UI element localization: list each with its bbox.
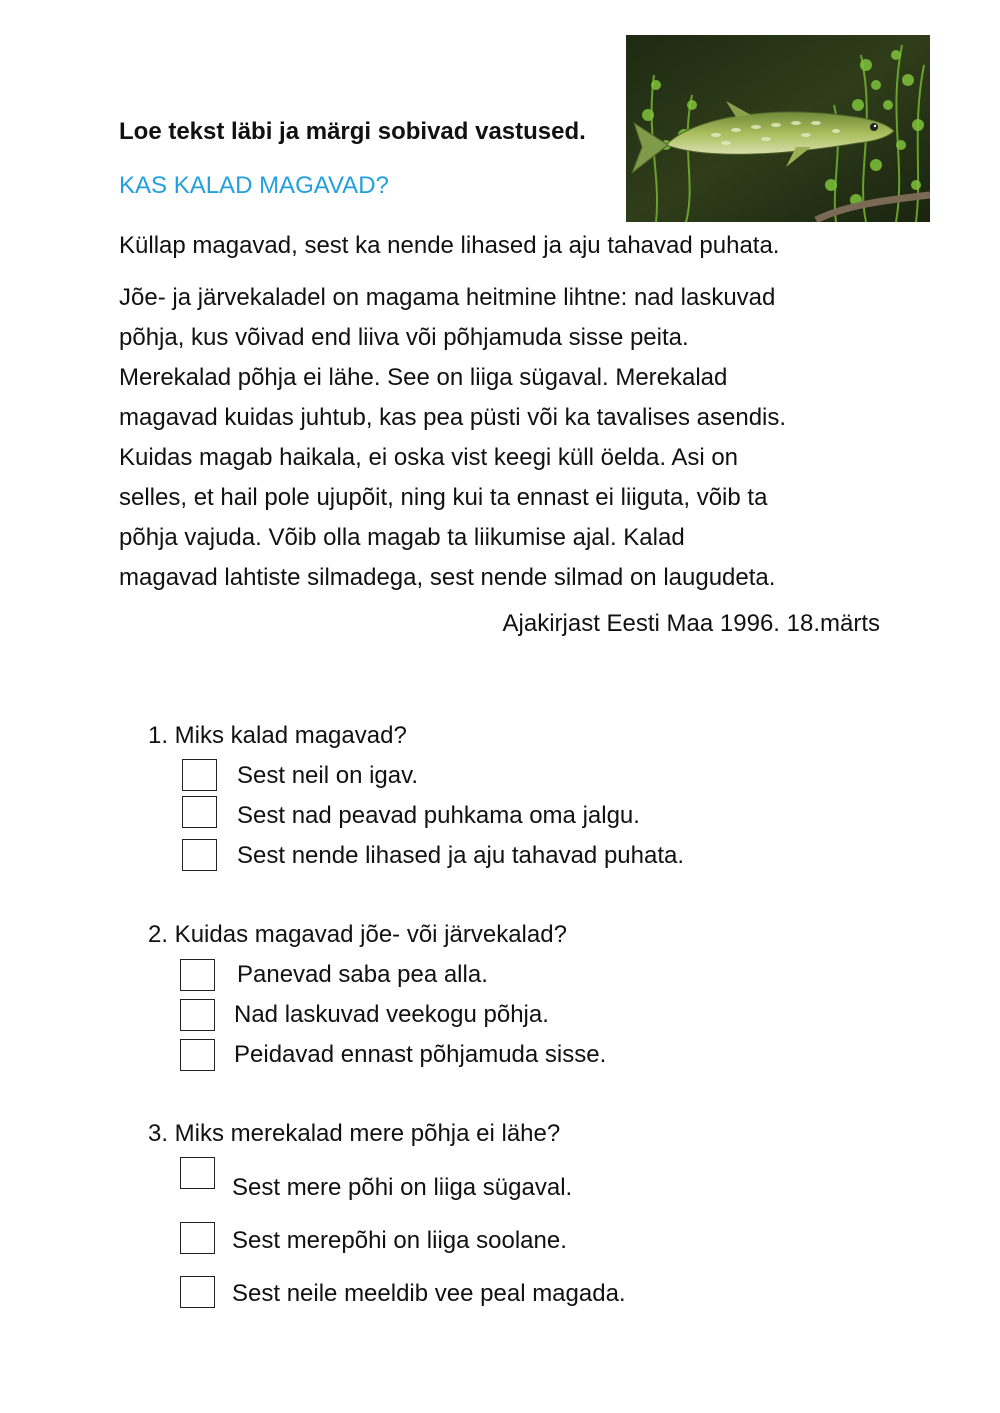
instruction-heading: Loe tekst läbi ja märgi sobivad vastused. — [119, 118, 586, 145]
q2-option-3-label: Peidavad ennast põhjamuda sisse. — [234, 1041, 607, 1068]
question-2: 2. Kuidas magavad jõe- või järvekalad? — [148, 921, 567, 948]
checkbox-q2-option-2[interactable] — [180, 999, 215, 1031]
pike-fish-photo — [626, 35, 930, 222]
q3-option-2-label: Sest merepõhi on liiga soolane. — [232, 1227, 567, 1254]
checkbox-q3-option-3[interactable] — [180, 1276, 215, 1308]
checkbox-q3-option-2[interactable] — [180, 1222, 215, 1254]
paragraph-line: Merekalad põhja ei lähe. See on liiga sügaval. Merekalad — [119, 364, 728, 391]
question-3: 3. Miks merekalad mere põhja ei lähe? — [148, 1120, 561, 1147]
checkbox-q2-option-1[interactable] — [180, 959, 215, 991]
paragraph-line: Jõe- ja järvekaladel on magama heitmine lihtne: nad laskuvad — [119, 284, 776, 311]
paragraph-line: põhja vajuda. Võib olla magab ta liikumise ajal. Kalad — [119, 524, 685, 551]
checkbox-q2-option-3[interactable] — [180, 1039, 215, 1071]
q2-option-2-label: Nad laskuvad veekogu põhja. — [234, 1001, 549, 1028]
checkbox-q1-option-3[interactable] — [182, 839, 217, 871]
fish-image-icon — [626, 35, 930, 222]
article-paragraph-1: Küllap magavad, sest ka nende lihased ja aju tahavad puhata. — [119, 232, 780, 259]
article-title: KAS KALAD MAGAVAD? — [119, 172, 389, 199]
paragraph-line: magavad kuidas juhtub, kas pea püsti või ka tavalises asendis. — [119, 404, 787, 431]
paragraph-line: Kuidas magab haikala, ei oska vist keegi küll öelda. Asi on — [119, 444, 739, 471]
q1-option-2-label: Sest nad peavad puhkama oma jalgu. — [237, 802, 640, 829]
q2-option-1-label: Panevad saba pea alla. — [237, 961, 488, 988]
q3-option-1-label: Sest mere põhi on liiga sügaval. — [232, 1174, 573, 1201]
source-citation: Ajakirjast Eesti Maa 1996. 18.märts — [502, 610, 880, 637]
q1-option-1-label: Sest neil on igav. — [237, 762, 418, 789]
checkbox-q1-option-2[interactable] — [182, 796, 217, 828]
paragraph-line: selles, et hail pole ujupõit, ning kui ta ennast ei liiguta, võib ta — [119, 484, 768, 511]
article-paragraph-2 — [119, 278, 786, 598]
paragraph-line: põhja, kus võivad end liiva või põhjamuda sisse peita. — [119, 324, 689, 351]
checkbox-q1-option-1[interactable] — [182, 759, 217, 791]
q3-option-3-label: Sest neile meeldib vee peal magada. — [232, 1280, 626, 1307]
question-1: 1. Miks kalad magavad? — [148, 722, 407, 749]
checkbox-q3-option-1[interactable] — [180, 1157, 215, 1189]
q1-option-3-label: Sest nende lihased ja aju tahavad puhata. — [237, 842, 685, 869]
paragraph-line: magavad lahtiste silmadega, sest nende silmad on laugudeta. — [119, 564, 776, 591]
